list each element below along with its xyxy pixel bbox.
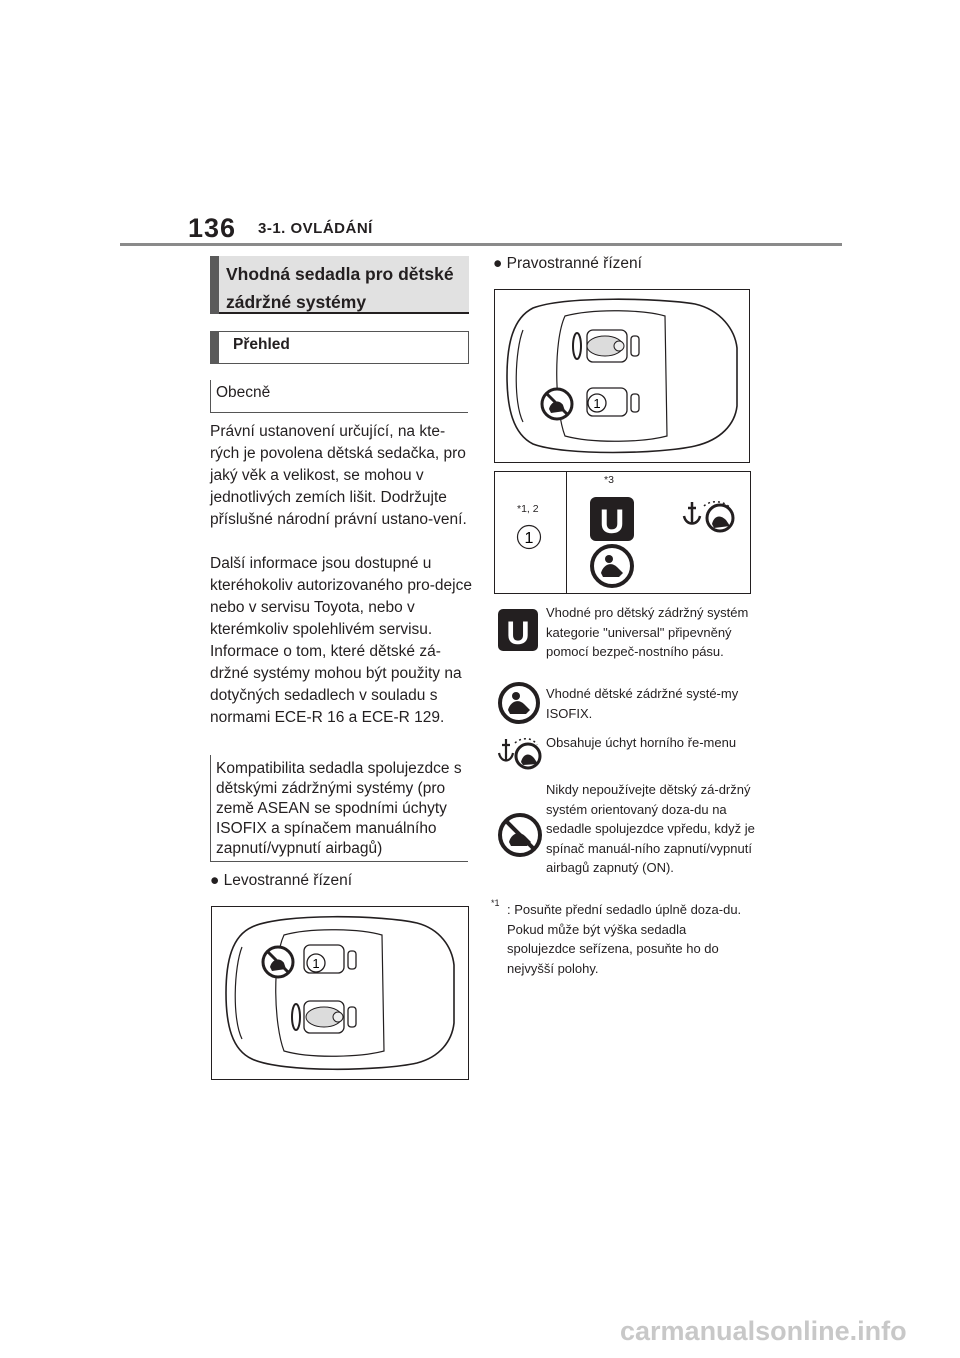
legend-text-universal: Vhodné pro dětský zádržný systém kategorie "universal" připevněný pomocí bezpeč-nostního pásu. <box>546 605 749 659</box>
bullet-label: Levostranné řízení <box>223 872 353 889</box>
footnote-text: : Posuňte přední sedadlo úplně doza-du. Pokud může být výška sedadla spolujezdce seřízena, posuňte ho do nejvyšší polohy. <box>507 902 742 976</box>
rear-facing-seat-prohibition-icon <box>542 389 572 419</box>
seat-number-label: 1 <box>524 530 534 547</box>
bullet-label: Pravostranné řízení <box>506 255 642 272</box>
topic-title-general: Obecně <box>216 384 271 401</box>
section-heading-bar <box>210 256 219 314</box>
body-paragraph: Informace o tom, které dětské zá-držné systémy mohou být použity na dotyčných sedadlech v souladu s normami ECE-R 16 a ECE-R 129. <box>210 643 462 726</box>
top-tether-icon <box>680 498 740 534</box>
subsection-heading-bar <box>210 331 219 364</box>
top-tether-icon <box>497 735 543 771</box>
topic-rule-horizontal <box>210 412 468 413</box>
legend-text-isofix: Vhodné dětské zádržné systé-my ISOFIX. <box>546 686 739 721</box>
bullet-icon: ● <box>210 872 224 889</box>
seat-number-label: 1 <box>312 956 320 971</box>
chapter-title: 3-1. OVLÁDÁNÍ <box>258 220 373 237</box>
footnote-marker: *1 <box>491 898 500 908</box>
car-diagram-left-hand-drive <box>211 906 469 1080</box>
header-rule <box>120 243 842 246</box>
body-paragraph: Další informace jsou dostupné u kteréhokoliv autorizovaného pro-dejce nebo v servisu Toyota, nebo v kterémkoliv spolehlivém servisu. <box>210 555 472 638</box>
subsection-title: Přehled <box>233 336 290 353</box>
universal-letter: U <box>599 503 625 541</box>
universal-seat-icon <box>497 608 539 652</box>
seat-number-label: 1 <box>593 396 601 411</box>
page-number: 136 <box>188 213 237 243</box>
seat-number-badge <box>307 954 325 972</box>
topic-rule-vertical <box>210 755 211 862</box>
isofix-seat-icon <box>497 681 541 725</box>
table-note-3: *3 <box>604 474 614 486</box>
car-top-view-illustration <box>212 907 468 1079</box>
rear-facing-seat-prohibition-icon <box>263 947 293 977</box>
body-paragraph: Právní ustanovení určující, na kte-rých je povolena dětská sedačka, pro jaký věk a velikost, se mohou v jednotlivých zemích lišit. Dodržujte příslušné národní právní ustano-vení. <box>210 423 467 528</box>
legend-text-prohibition: Nikdy nepoužívejte dětský zá-držný systém orientovaný doza-du na sedadle spolujezdce vpředu, když je spínač manuál-ního zapnutí/vypnutí airbagů zapnutý (ON). <box>546 782 755 875</box>
section-title: Vhodná sedadla pro dětské zádržné systémy <box>226 264 454 312</box>
watermark: carmanualsonline.info <box>620 1316 907 1346</box>
table-note-12: *1, 2 <box>517 503 539 515</box>
bullet-icon: ● <box>493 255 507 272</box>
seat-number-badge <box>516 524 542 550</box>
rear-facing-seat-prohibition-icon <box>497 812 543 858</box>
universal-seat-icon <box>589 496 635 542</box>
topic-title-compatibility: Kompatibilita sedadla spolujezdce s dětskými zádržnými systémy (pro země ASEAN se spodními úchyty ISOFIX a spínačem manuálního zapnutí/vypnutí airbagů) <box>216 760 462 857</box>
universal-letter: U <box>506 615 530 651</box>
table-divider <box>566 471 567 594</box>
seat-number-badge <box>588 394 606 412</box>
isofix-seat-icon <box>589 543 635 589</box>
car-diagram-right-hand-drive <box>494 289 750 463</box>
topic-rule-vertical <box>210 380 211 413</box>
legend-text-top-tether: Obsahuje úchyt horního ře-menu <box>546 735 737 750</box>
bullet-left-hand-drive <box>210 872 352 890</box>
car-top-view-illustration <box>495 290 749 462</box>
topic-rule-horizontal <box>210 861 468 862</box>
bullet-right-hand-drive <box>493 255 642 273</box>
